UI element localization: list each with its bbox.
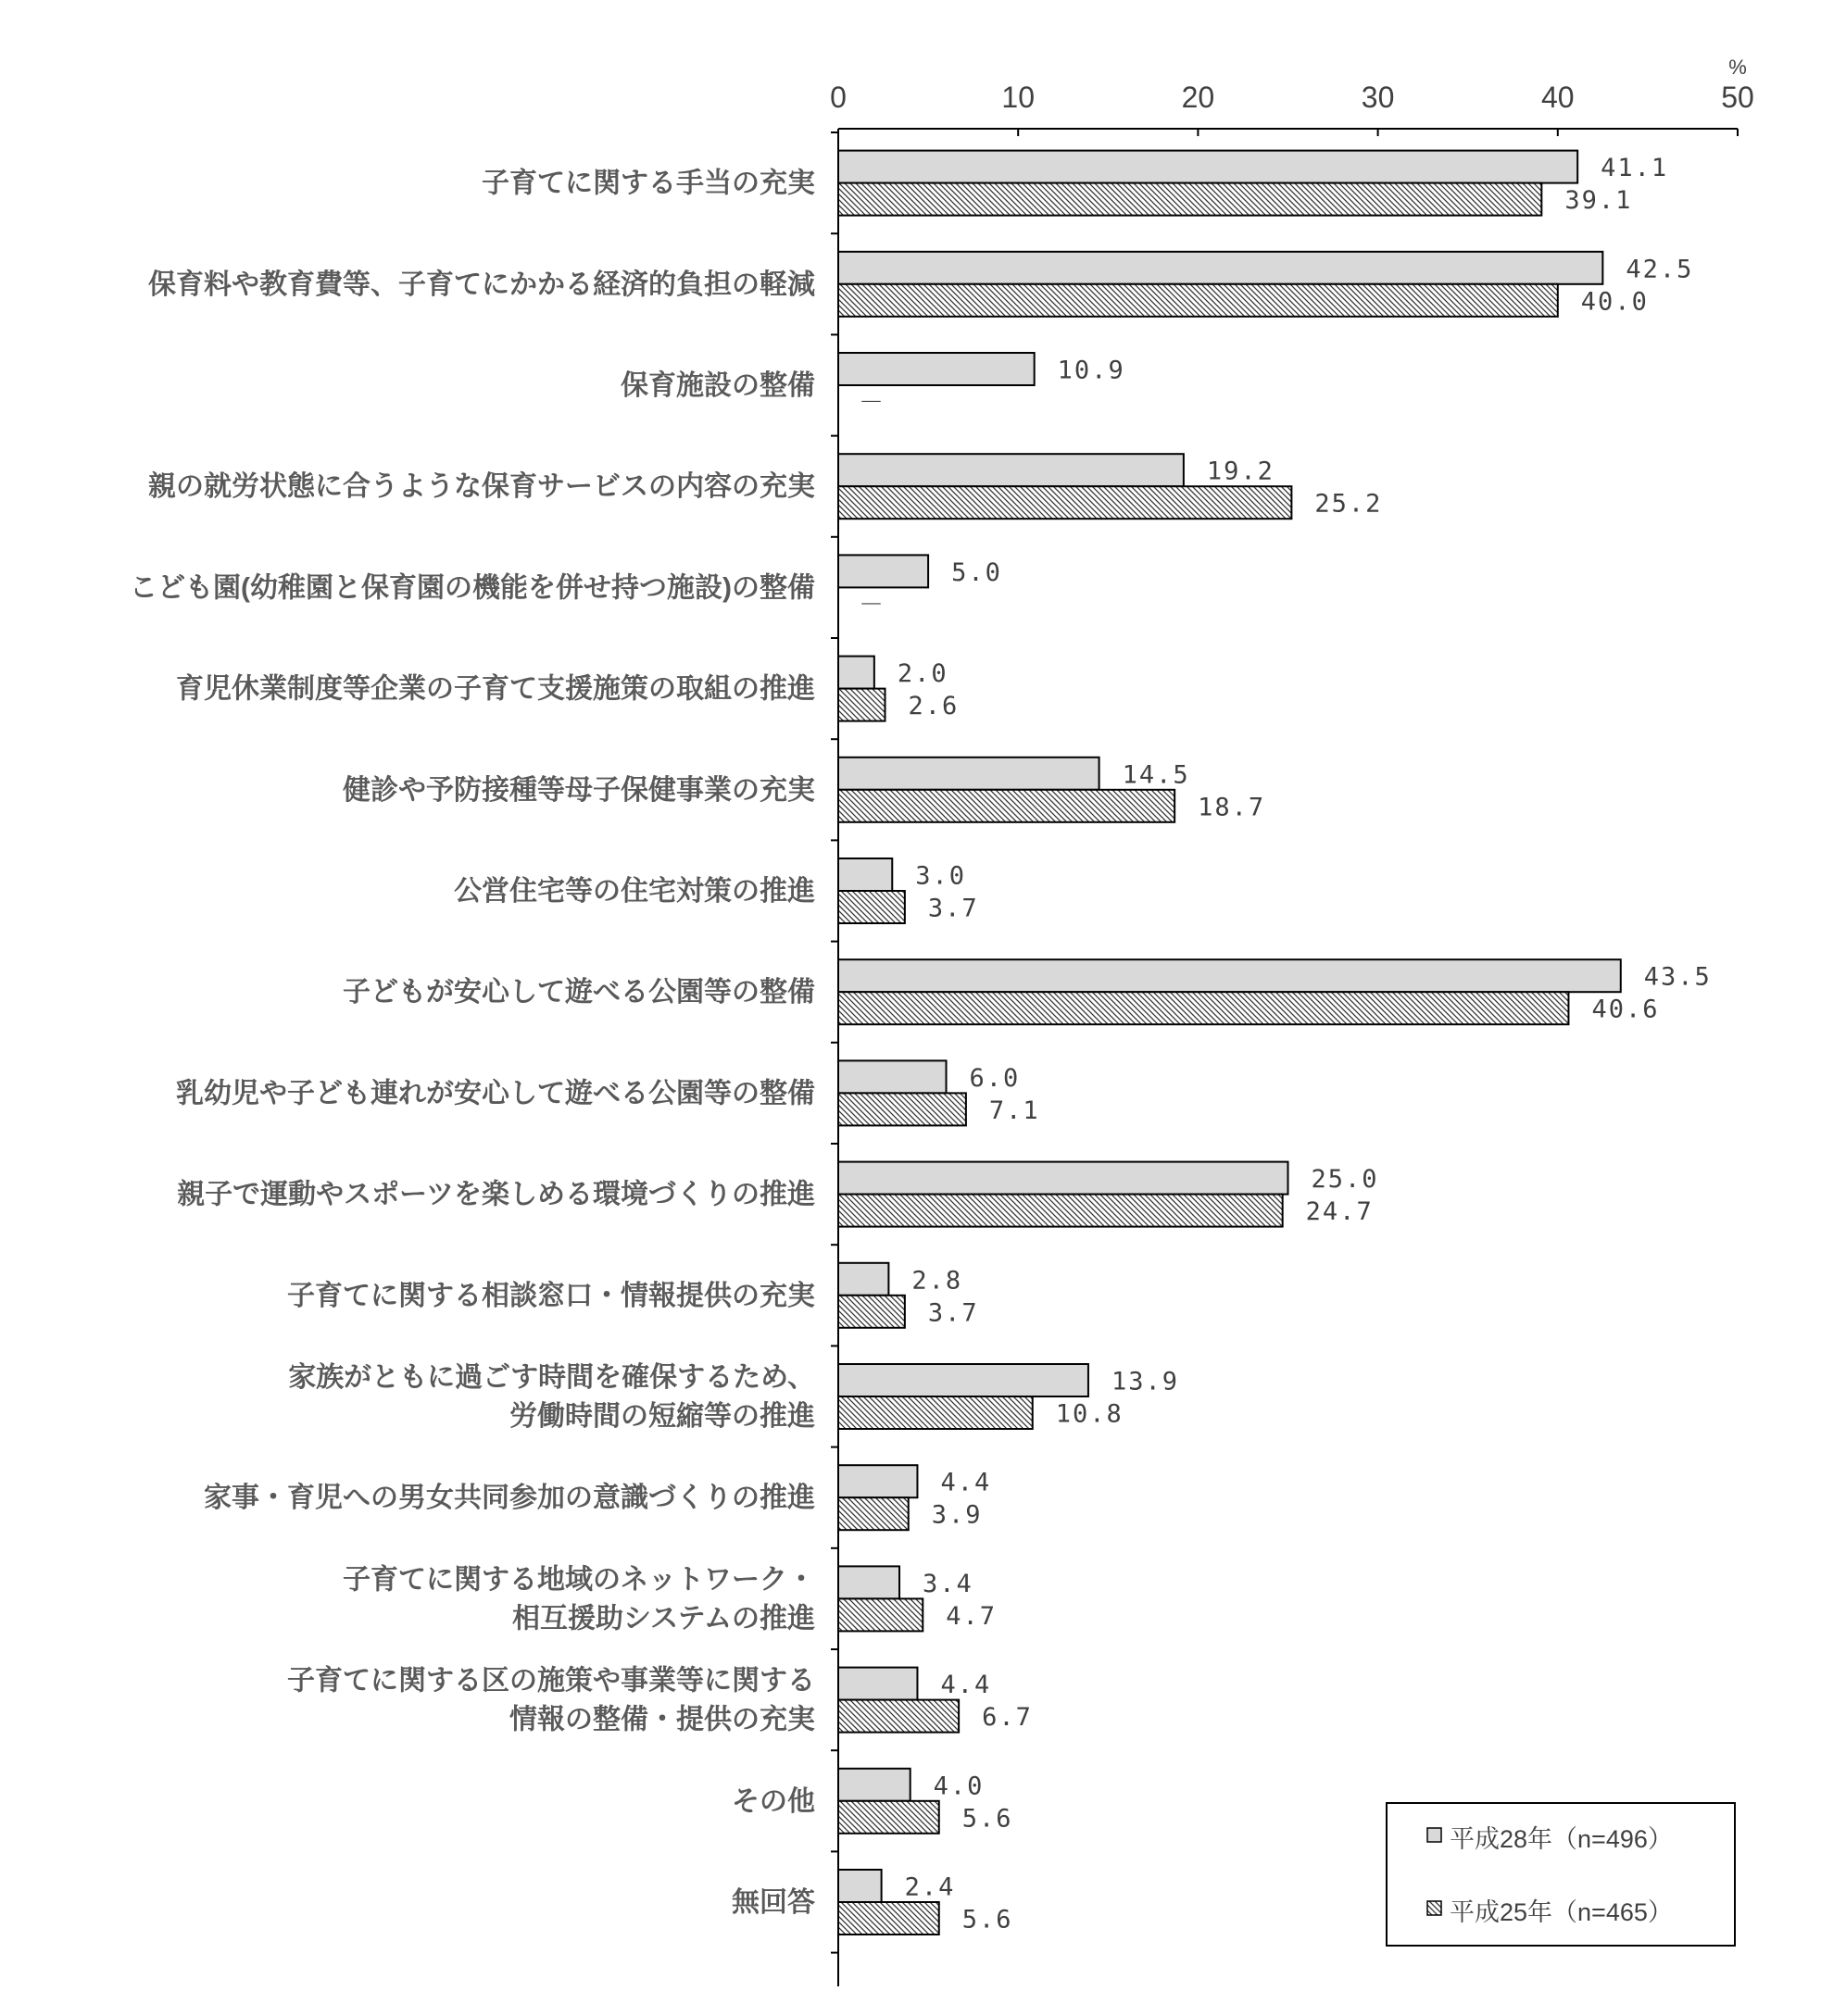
value-label: 4.7 (946, 1601, 998, 1631)
category-label: 子育てに関する区の施策や事業等に関する (287, 1665, 815, 1697)
category-label: 子育てに関する手当の充実 (482, 168, 815, 199)
value-label: 3.4 (923, 1569, 973, 1598)
bar-h25 (838, 183, 1541, 216)
value-label: 6.7 (982, 1703, 1033, 1733)
legend (1387, 1803, 1735, 1946)
value-label: 42.5 (1626, 255, 1694, 284)
value-label: 4.4 (940, 1468, 992, 1497)
x-tick-label: 40 (1541, 81, 1575, 114)
value-label: 43.5 (1643, 962, 1712, 992)
bar-h25 (838, 1093, 966, 1125)
value-label: 40.6 (1591, 995, 1660, 1024)
category-label: 家族がともに過ごす時間を確保するため、 (288, 1362, 815, 1393)
value-label: 2.8 (911, 1266, 963, 1296)
category-row (287, 1263, 979, 1328)
x-tick-label: 0 (830, 81, 847, 114)
value-label: 18.7 (1198, 793, 1266, 822)
category-label: 無回答 (732, 1887, 815, 1918)
category-label: 乳幼児や子ども連れが安心して遊べる公園等の整備 (176, 1078, 815, 1109)
bar-h28 (838, 151, 1577, 183)
category-row (287, 1665, 1033, 1735)
category-row (130, 555, 1002, 620)
category-row (177, 1162, 1378, 1227)
category-label: 家事・育児への男女共同参加の意識づくりの推進 (204, 1483, 815, 1514)
category-label: 保育施設の整備 (621, 370, 815, 401)
category-row (732, 1769, 1013, 1834)
value-label: 10.8 (1055, 1399, 1124, 1429)
value-label: 3.7 (927, 1298, 979, 1328)
category-label: 育児休業制度等企業の子育て支援施策の取組の推進 (176, 673, 815, 705)
category-row (621, 353, 1125, 418)
bar-h25 (838, 486, 1291, 519)
value-label: 3.7 (927, 894, 979, 923)
value-label: 10.9 (1057, 356, 1125, 385)
value-label: 3.0 (915, 861, 967, 891)
value-label: 6.0 (969, 1063, 1021, 1093)
value-label: 24.7 (1305, 1197, 1374, 1227)
bar-h28 (838, 1465, 917, 1497)
bar-h25 (838, 790, 1174, 822)
category-row (176, 1060, 1040, 1125)
bar-h28 (838, 858, 892, 891)
bar-h25 (838, 1801, 939, 1834)
bar-h28 (838, 1364, 1088, 1396)
value-label: 25.0 (1311, 1165, 1379, 1195)
bar-h28 (838, 1263, 888, 1296)
bar-h25 (838, 1296, 905, 1328)
bar-h25 (838, 992, 1568, 1024)
value-label: 2.0 (897, 659, 948, 689)
category-label: 健診や予防接種等母子保健事業の充実 (343, 774, 815, 806)
category-row (343, 758, 1265, 822)
value-label: 25.2 (1314, 489, 1383, 519)
bar-h28 (838, 353, 1035, 385)
bar-h25 (838, 1902, 939, 1935)
category-label: 保育料や教育費等、子育てにかかる経済的負担の軽減 (148, 269, 815, 300)
legend-marker-h25 (1427, 1901, 1441, 1915)
bar-h28 (838, 1060, 947, 1093)
bar-rows (130, 151, 1712, 1935)
bar-h28 (838, 1668, 917, 1700)
category-row (732, 1870, 1013, 1935)
category-row (204, 1465, 991, 1530)
category-row (176, 657, 959, 721)
value-label: 39.1 (1564, 186, 1633, 216)
value-label: 19.2 (1206, 457, 1275, 486)
category-label: 労働時間の短縮等の推進 (509, 1401, 815, 1432)
bar-h28 (838, 1566, 899, 1598)
bar-h28 (838, 959, 1621, 992)
bar-h28 (838, 1162, 1288, 1195)
missing-value-label: － (859, 388, 885, 418)
value-label: 2.4 (904, 1872, 956, 1902)
category-label: 公営住宅等の住宅対策の推進 (454, 876, 815, 907)
x-tick-label: 50 (1721, 81, 1754, 114)
value-label: 40.0 (1580, 287, 1649, 317)
legend-label: 平成25年（n=465） (1450, 1898, 1673, 1926)
bar-h28 (838, 1769, 910, 1801)
bar-h25 (838, 1396, 1033, 1429)
x-tick-label: 10 (1001, 81, 1035, 114)
value-label: 14.5 (1122, 760, 1190, 790)
category-label: 情報の整備・提供の充実 (509, 1704, 815, 1735)
value-label: 3.9 (931, 1500, 983, 1530)
category-label: 親子で運動やスポーツを楽しめる環境づくりの推進 (177, 1179, 815, 1210)
value-label: 4.0 (933, 1772, 985, 1801)
category-label: 子どもが安心して遊べる公園等の整備 (343, 977, 815, 1008)
bar-h25 (838, 891, 905, 923)
category-row (482, 151, 1668, 216)
x-tick-label: 30 (1361, 81, 1395, 114)
bar-h25 (838, 1700, 959, 1733)
value-label: 5.6 (961, 1804, 1013, 1834)
value-label: 5.0 (951, 557, 1002, 587)
category-row (148, 454, 1382, 519)
bar-h25 (838, 1195, 1283, 1227)
value-label: 13.9 (1111, 1367, 1179, 1396)
unit-label: % (1728, 56, 1747, 79)
category-row (148, 252, 1693, 317)
category-label: 子育てに関する地域のネットワーク・ (343, 1564, 815, 1596)
bar-h28 (838, 454, 1184, 486)
bar-h25 (838, 1598, 923, 1631)
bar-h28 (838, 657, 874, 689)
bar-h28 (838, 252, 1602, 284)
x-tick-label: 20 (1181, 81, 1215, 114)
category-row (288, 1362, 1179, 1432)
category-label: 親の就労状態に合うような保育サービスの内容の充実 (148, 471, 815, 503)
category-row (343, 1563, 997, 1634)
missing-value-label: － (859, 590, 885, 620)
category-label: その他 (732, 1785, 815, 1817)
value-label: 2.6 (908, 692, 960, 721)
bar-h28 (838, 1870, 882, 1902)
value-label: 41.1 (1601, 154, 1669, 183)
legend-label: 平成28年（n=496） (1450, 1825, 1673, 1853)
bar-h28 (838, 555, 928, 587)
bar-h25 (838, 284, 1558, 317)
bar-h28 (838, 758, 1099, 790)
legend-marker-h28 (1427, 1828, 1441, 1842)
value-label: 5.6 (961, 1905, 1013, 1935)
bar-h25 (838, 1497, 909, 1530)
category-label: 相互援助システムの推進 (512, 1603, 815, 1634)
category-label: 子育てに関する相談窓口・情報提供の充実 (287, 1280, 815, 1311)
value-label: 4.4 (940, 1671, 992, 1700)
category-row (454, 858, 979, 923)
bar-h25 (838, 689, 885, 721)
category-row (343, 959, 1712, 1024)
value-label: 7.1 (988, 1096, 1040, 1125)
category-label: こども園(幼稚園と保育園の機能を併せ持つ施設)の整備 (130, 572, 815, 604)
